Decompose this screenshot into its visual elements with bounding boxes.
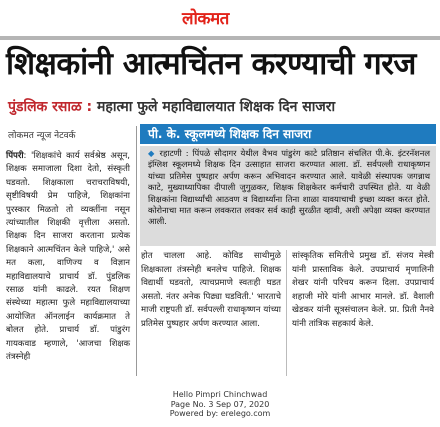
subhead-text: महात्मा फुले महाविद्यालयात शिक्षक दिन साजरा [97,99,336,115]
sidebar-header: पी. के. स्कूलमध्ये शिक्षक दिन साजरा [140,124,436,144]
article-left-column [6,150,130,365]
column-divider-right [286,250,287,376]
article-mid-column: होत चालला आहे. कोविड साथीमुळे शिक्षकाला तंत्रस्नेही बनलेच पाहिजे. शिक्षक विद्यार्थी घडवतो, त्याचप्रमाणे स्वतःही घडत असतो. नंतर अनेक पिढ्या घडविती.' भारताचे माजी राष्ट्रपती डॉ. सर्वपल्ली राधाकृष्णन यांच्या प्रतिमेस पुष्पहार अर्पण करण्यात आला. [141,251,281,329]
article-byline: लोकमत न्यूज नेटवर्क [8,131,76,141]
sidebar-body [140,146,436,246]
left-column-text: : 'शिक्षकांचे कार्य सर्वश्रेष्ठ असून, शिक्षक समाजाला दिशा देतो, संस्कृती घडवतो. शिक्षकाला चराचराविषयी, सृष्टीविषयी प्रेम पाहिजे, शिक्षकांना पुरस्कार मिळतो तो व्यक्तींना नसून त्यांच्यातील शिक्षकी वृत्तीला असतो. शिक्षक दिन साजरा करताना प्रत्येक शिक्षकाने आत्मचिंतन केले पाहिजे,' असे मत कला, वाणिज्य व विज्ञान महाविद्यालयाचे प्राचार्य डॉ. पुंडलिक रसाळ यांनी काढले. रयत शिक्षण संस्थेच्या महात्मा फुले महाविद्यालयाच्या आयोजित ऑनलाईन कार्यक्रमात ते बोलत होते. प्राचार्य डॉ. पांडुरंग गायकवाड म्हणाले, 'आजचा शिक्षक तंत्रस्नेही [6,151,130,363]
column-divider [136,126,137,376]
sidebar-text: रहाटणी : पिंपळे सौदागर येथील वैभव पांडुरंग काटे प्रतिष्ठान संचलित पी.के. इंटरनॅशनल इंग्लिश स्कूलमध्ये शिक्षक दिन उत्साहात साजरा करण्यात आला. डॉ. सर्वपल्ली राधाकृष्णन यांच्या प्रतिमेस पुष्पहार अर्पण करून अभिवादन करण्यात आले. यावेळी संस्थापक जगन्नाथ काटे, मुख्याध्यापिका दीपाली जुगुळकर, शिक्षक शिक्षकेतर कर्मचारी उपस्थित होते. या वेळी शिक्षकांना विद्यार्थ्यांची आठवण व विद्यार्थ्यांना तिना शाळा यावयाचाची इच्छा व्यक्त करत होते. कोरोनाचा मात करून लवकरात लवकर सर्व काही सुरळीत व्हावी, अशी अपेक्षा व्यक्त करण्यात आली. [148,148,430,227]
footer-page-date: Page No. 3 Sep 07, 2020 [170,399,270,409]
page-footer [0,390,440,419]
dateline: पिंपरी [6,151,24,161]
newspaper-logo: लोकमत [182,9,229,29]
footer-powered-by: Powered by: erelego.com [169,409,271,418]
article-subhead [8,98,438,116]
masthead-rule [0,36,440,40]
bullet-icon: ◆ [148,148,156,158]
masthead [0,0,440,40]
subhead-place: पुंडलिक रसाळ [8,99,82,115]
article-right-column: सांस्कृतिक समितीचे प्रमुख डॉ. संजय मेस्त्री यांनी प्रास्ताविक केले. उपप्राचार्य मृणालिनी शेखर यांनी परिचय करून दिला. उपप्राचार्य शहाजी मोरे यांनी आभार मानले. डॉ. वैशाली खेडकर यांनी सूत्रसंचालन केले. प्रा. प्रिती नैनवे यांनी तांत्रिक सहकार्य केले. [292,251,434,329]
footer-edition: Hello Pimpri Chinchwad [172,390,268,399]
subhead-separator: : [86,99,93,115]
article-headline: शिक्षकांनी आत्मचिंतन करण्याची गरज [6,46,416,82]
